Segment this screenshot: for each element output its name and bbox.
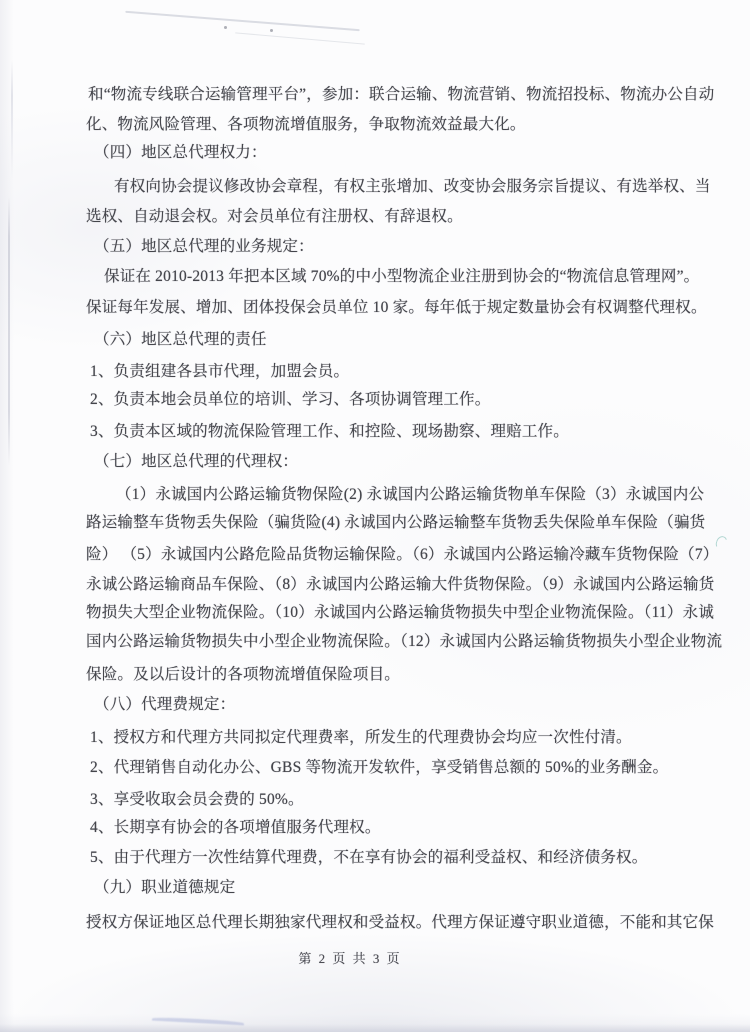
list-item-line: 1、负责组建各县市代理，加盟会员。: [90, 363, 350, 380]
scan-speck: [224, 26, 227, 29]
body-text-line: 有权向协会提议修改协会章程，有权主张增加、改变协会服务宗旨提议、有选举权、当: [114, 178, 711, 195]
list-item-line: 2、代理销售自动化办公、GBS 等物流开发软件，享受销售总额的 50%的业务酬金。: [90, 759, 669, 776]
list-item-line: 5、由于代理方一次性结算代理费，不在享有协会的福利受益权、和经济债务权。: [90, 849, 648, 866]
section-heading-line: （六）地区总代理的责任: [94, 331, 267, 348]
section-heading-line: （七）地区总代理的代理权：: [94, 453, 299, 470]
scan-edge-line: [8, 196, 10, 466]
section-heading-line: （八）代理费规定：: [94, 696, 236, 713]
section-heading-line: （四）地区总代理权力：: [94, 144, 267, 161]
scan-edge-line: [11, 60, 13, 180]
body-text-line: 化、物流风险管理、各项物流增值服务，争取物流效益最大化。: [86, 116, 526, 133]
page-bottom-shadow: [0, 1024, 750, 1032]
list-item-line: 3、负责本区域的物流保险管理工作、和控险、现场勘察、理赔工作。: [90, 423, 569, 440]
section-heading-line: （九）职业道德规定: [94, 879, 236, 896]
body-text-line: 国内公路运输货物损失中小型企业物流保险。（12）永诚国内公路运输货物损失小型企业物流: [86, 633, 723, 650]
list-item-line: 4、长期享有协会的各项增值服务代理权。: [90, 819, 381, 836]
body-text-line: 物损失大型企业物流保险。（10）永诚国内公路运输货物损失中型企业物流保险。（11）永诚: [86, 604, 715, 621]
page-footer-number: 第 2 页 共 3 页: [298, 951, 402, 966]
list-item-line: 1、授权方和代理方共同拟定代理费率，所发生的代理费协会均应一次性付清。: [90, 729, 632, 746]
body-text-line: 路运输整车货物丢失保险（骗货险(4) 永诚国内公路运输整车货物丢失保险单车保险（骗货: [86, 514, 706, 531]
list-item-line: 2、负责本地会员单位的培训、学习、各项协调管理工作。: [90, 391, 491, 408]
body-text-line: 保证在 2010-2013 年把本区域 70%的中小型物流企业注册到协会的“物流信息管理网”。: [104, 268, 700, 285]
list-item-line: 3、享受收取会员会费的 50%。: [90, 791, 304, 808]
body-text-line: 选权、自动退会权。对会员单位有注册权、有辞退权。: [86, 208, 463, 225]
body-text-line: 永诚公路运输商品车保险、（8）永诚国内公路运输大件货物保险。（9）永诚国内公路运输货: [86, 576, 715, 593]
body-text-line: 险） （5）永诚国内公路危险品货物运输保险。（6）永诚国内公路运输冷藏车货物保险（7）: [86, 546, 719, 563]
section-heading-line: （五）地区总代理的业务规定：: [94, 238, 314, 255]
scan-crease-mark: [125, 11, 359, 31]
body-text-line: （1）永诚国内公路运输货物保险(2) 永诚国内公路运输货物单车保险（3）永诚国内公: [116, 486, 705, 503]
body-text-line: 授权方保证地区总代理长期独家代理权和受益权。代理方保证遵守职业道德，不能和其它保: [86, 914, 715, 931]
scan-crease-mark: [235, 32, 365, 44]
body-text-line: 保险。及以后设计的各项物流增值保险项目。: [86, 666, 401, 683]
scan-speck: [270, 29, 273, 32]
body-text-line: 和“物流专线联合运输管理平台”，参加：联合运输、物流营销、物流招投标、物流办公自动: [88, 86, 715, 103]
body-text-line: 保证每年发展、增加、团体投保会员单位 10 家。每年低于规定数量协会有权调整代理权。: [86, 299, 707, 316]
